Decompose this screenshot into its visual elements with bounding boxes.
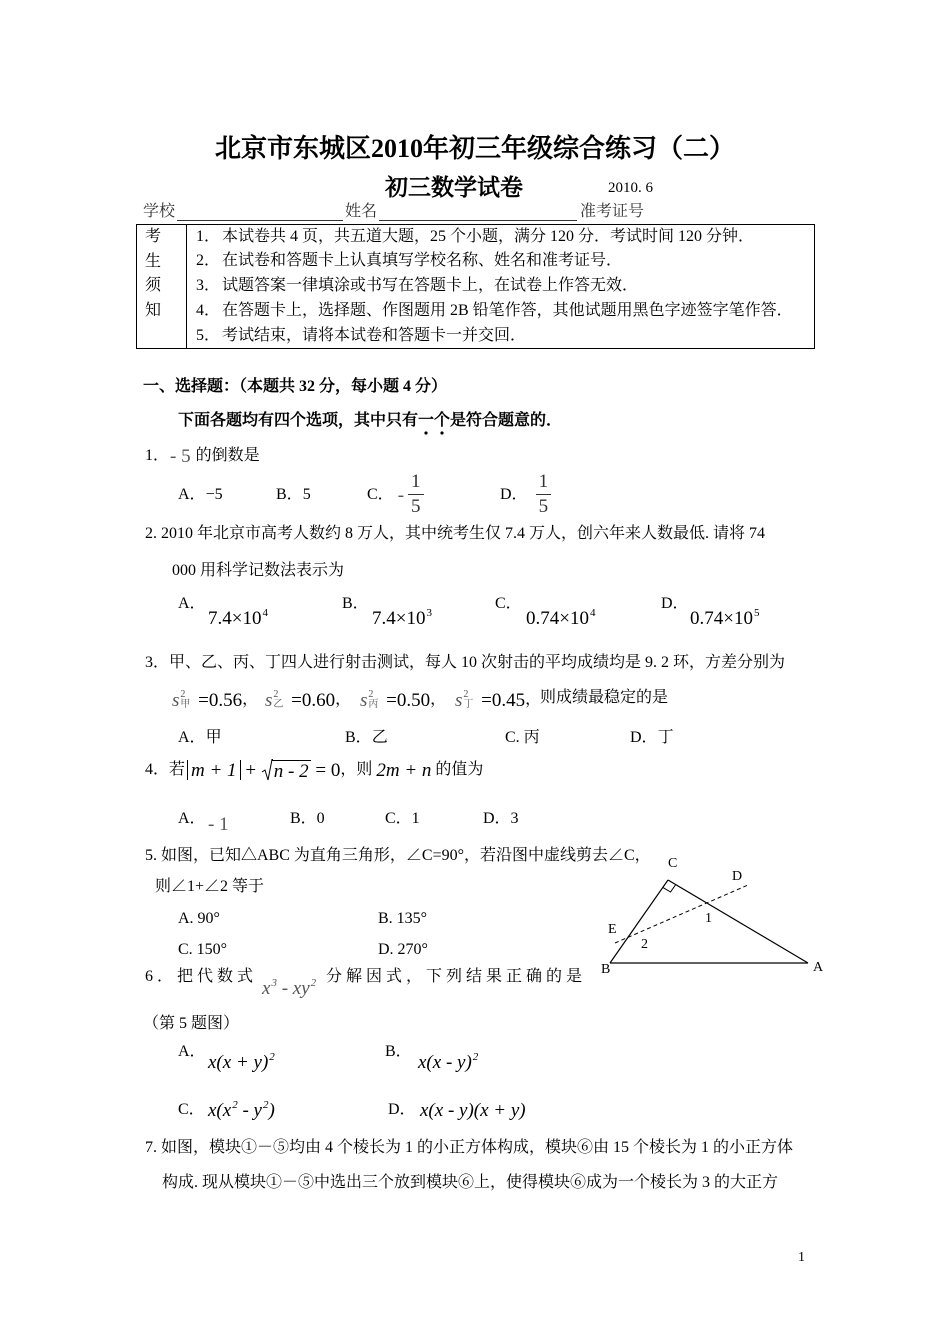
label-angle-2: 2 <box>641 937 648 952</box>
side-ca <box>668 880 808 963</box>
sup-sub-stack <box>180 690 190 710</box>
notice-item-text: 考试结束，请将本试卷和答题卡一并交回． <box>222 327 527 344</box>
math-base: x(x + y) <box>208 1052 269 1073</box>
q4-option-b: B．0 <box>290 810 325 827</box>
question-text: 的值为 <box>435 761 484 778</box>
question-1-stem <box>145 445 260 467</box>
q2-option-d-math <box>690 609 759 628</box>
variance-symbol: s <box>360 689 368 711</box>
q2-option-b-math <box>372 609 432 628</box>
math-base: ) <box>268 1100 275 1121</box>
question-2-line-1: 2. 2010 年北京市高考人数约 8 万人，其中统考生仅 7.4 万人，创六年来人数最低. 请将 74 <box>145 525 766 542</box>
q6-option-d-math: x(x - y)(x + y) <box>420 1100 526 1121</box>
equals-zero: = 0 <box>310 759 341 781</box>
notice-label-char: 生 <box>145 253 162 270</box>
math-exponent: 2 <box>269 1051 275 1063</box>
name-underline <box>379 220 577 221</box>
q1-option-d <box>500 471 551 517</box>
question-5-line-1: 5. 如图，已知△ABC 为直角三角形，∠C=90°，若沿图中虚线剪去∠C， <box>145 847 651 864</box>
label-b: B <box>601 962 611 977</box>
subscript: 丙 <box>368 699 379 710</box>
option-label: C． <box>495 595 522 612</box>
q6-option-a-math <box>208 1053 275 1072</box>
q6-expression <box>262 979 316 998</box>
q2-option-a-math <box>208 609 268 628</box>
math-exponent: 3 <box>271 977 277 989</box>
q4-option-c: C．1 <box>385 810 420 827</box>
fraction-numerator: 1 <box>536 472 552 495</box>
field-id-label: 准考证号 <box>580 203 645 220</box>
question-2-line-2: 000 用科学记数法表示为 <box>172 562 345 579</box>
question-6-stem-a: 6．把代数式 <box>145 968 258 985</box>
variance-symbol: s <box>265 689 273 711</box>
school-underline <box>177 220 343 221</box>
math-base: 7.4×10 <box>372 608 426 629</box>
option-value: 丁 <box>657 729 674 746</box>
variance-symbol: s <box>455 689 463 711</box>
question-7-line-1: 7. 如图，模块①－⑤均由 4 个棱长为 1 的小正方体构成，模块⑥由 15 个棱长为 1 的小正方体 <box>145 1139 794 1156</box>
math-exponent: 2 <box>232 1099 238 1111</box>
question-3-stem-end: 则成绩最稳定的是 <box>540 689 669 706</box>
question-5-line-2: 则∠1+∠2 等于 <box>155 878 265 895</box>
section-heading: 一、选择题：（本题共 32 分，每小题 4 分） <box>143 378 448 395</box>
math-exponent: 2 <box>310 977 317 989</box>
notice-label-char: 知 <box>145 302 162 319</box>
notice-item-number: 4． <box>196 302 221 319</box>
label-d: D <box>732 869 743 884</box>
label-c: C <box>668 856 678 871</box>
q5-option-c: C. 150° <box>178 941 228 958</box>
page-subtitle: 初三数学试卷 <box>385 175 523 200</box>
question-7-line-2: 构成. 现从模块①－⑤中选出三个放到模块⑥上，使得模块⑥成为一个棱长为 3 的大正方 <box>162 1174 779 1191</box>
math-base: 0.74×10 <box>526 608 589 629</box>
option-label: A． <box>178 810 206 827</box>
notice-item-text: 在答题卡上，选择题、作图题用 2B 铅笔作答，其他试题用黑色字迹签字笔作答． <box>222 302 793 319</box>
cut-dashed-line <box>615 885 748 943</box>
label-a: A <box>813 960 824 975</box>
variance-yi <box>265 688 351 712</box>
superscript: 2 <box>368 689 374 700</box>
superscript: 2 <box>273 689 279 700</box>
question-number: 4．若 <box>145 761 186 778</box>
math-base: x(x - y) <box>418 1052 472 1073</box>
subscript: 甲 <box>180 699 191 710</box>
option-label: D． <box>630 729 658 746</box>
option-label: B． <box>342 595 369 612</box>
subscript: 丁 <box>463 699 474 710</box>
superscript: 2 <box>180 689 186 700</box>
side-cb <box>610 880 668 963</box>
q4-option-d: D．3 <box>483 810 519 827</box>
notice-item-text: 本试卷共 4 页，共五道大题，25 个小题，满分 120 分．考试时间 120 分钟． <box>222 228 755 245</box>
math-exponent: 3 <box>426 607 432 619</box>
q5-option-b: B. 135° <box>378 910 428 927</box>
page-title: 北京市东城区2010年初三年级综合练习（二） <box>214 134 735 163</box>
notice-label-char: 考 <box>145 228 162 245</box>
variance-value: =0.50 <box>381 689 431 711</box>
option-label: B． <box>385 1043 412 1060</box>
option-label: D． <box>661 595 689 612</box>
figure-caption: （第 5 题图） <box>143 1015 240 1032</box>
separator: ， <box>335 691 352 708</box>
fraction-denominator: 5 <box>411 496 421 517</box>
instruction-emphasis: 一个 <box>418 412 450 435</box>
q3-option-c <box>505 730 540 746</box>
q4-option-a-value: - 1 <box>208 814 229 835</box>
separator: ， <box>242 691 259 708</box>
abs-inner: m + 1 <box>191 759 237 781</box>
notice-item-text: 试题答案一律填涂或书写在答题卡上，在试卷上作答无效． <box>222 277 639 294</box>
option-label: C． <box>367 486 394 503</box>
option-label: B． <box>345 729 372 746</box>
sqrt-radicand: n - 2 <box>273 760 309 782</box>
option-value: 乙 <box>371 729 388 746</box>
q5-option-d: D. 270° <box>378 941 428 958</box>
question-6-stem-b: 分解因式，下列结果正确的是 <box>326 968 587 985</box>
option-label: A． <box>178 1043 206 1060</box>
variance-value: =0.56 <box>193 689 243 711</box>
math-base: x(x <box>208 1100 232 1121</box>
option-label: C. <box>505 729 524 746</box>
variance-bing <box>360 688 446 712</box>
instruction-text: 下面各题均有四个选项，其中只有 <box>178 412 419 429</box>
math-base: 0.74×10 <box>690 608 753 629</box>
field-school-label: 学校 <box>143 203 176 220</box>
sup-sub-stack <box>368 690 378 710</box>
fraction <box>536 472 552 518</box>
separator: ， <box>525 691 542 708</box>
option-label: A． <box>178 729 206 746</box>
option-label: B． <box>276 486 303 503</box>
notice-label-char: 须 <box>145 277 162 294</box>
variance-symbol: s <box>172 689 180 711</box>
question-4-stem <box>145 757 483 783</box>
q1-option-c <box>367 471 424 517</box>
fraction-denominator: 5 <box>538 496 549 517</box>
option-value: −5 <box>205 486 223 503</box>
q3-option-d <box>630 730 674 746</box>
subscript: 乙 <box>273 699 284 710</box>
q6-option-b-math <box>418 1053 478 1072</box>
notice-item-number: 2． <box>196 252 221 269</box>
variance-jia <box>172 688 258 712</box>
option-label: D． <box>388 1101 416 1118</box>
section-instruction <box>178 413 562 429</box>
field-name-label: 姓名 <box>345 203 378 220</box>
q3-option-a <box>178 730 222 746</box>
math-exponent: 5 <box>753 607 760 619</box>
math-base: - xy <box>276 978 310 999</box>
math-base: 7.4×10 <box>208 608 262 629</box>
sup-sub-stack <box>463 690 473 710</box>
question-number: 1． <box>145 447 170 464</box>
exam-date: 2010. 6 <box>608 180 653 196</box>
question-text: ，则 <box>340 761 373 778</box>
fraction-numerator: 1 <box>408 472 424 495</box>
notice-item-number: 5． <box>196 327 221 344</box>
math-expression: 2m + n <box>376 759 432 781</box>
option-value: 甲 <box>205 729 222 746</box>
math-expression: - 5 <box>170 445 191 467</box>
absolute-value <box>187 760 241 780</box>
q2-option-c-math <box>526 609 595 628</box>
question-text: 的倒数是 <box>195 447 260 464</box>
sup-sub-stack <box>273 690 283 710</box>
fraction <box>408 472 424 518</box>
math-exponent: 2 <box>472 1051 479 1063</box>
question-3-line-1: 3．甲、乙、丙、丁四人进行射击测试，每人 10 次射击的平均成绩均是 9. 2 环，方差分别为 <box>145 654 786 671</box>
q3-option-b <box>345 730 388 746</box>
q6-option-c-math <box>208 1101 275 1120</box>
superscript: 2 <box>463 689 469 700</box>
option-label: D． <box>500 486 528 503</box>
label-angle-1: 1 <box>705 911 712 926</box>
option-value: 5 <box>302 486 311 503</box>
notice-item-number: 1． <box>196 228 221 245</box>
notice-table <box>136 224 815 349</box>
math-base: x <box>262 978 271 999</box>
notice-item-text: 在试卷和答题卡上认真填写学校名称、姓名和准考证号． <box>222 252 623 269</box>
instruction-text: 是符合题意的． <box>450 412 563 429</box>
label-e: E <box>608 922 617 937</box>
q1-option-b <box>276 475 311 515</box>
notice-column-divider <box>186 225 187 348</box>
option-label: A． <box>178 486 206 503</box>
variance-ding <box>455 688 541 712</box>
q1-option-a <box>178 475 223 515</box>
variance-value: =0.60 <box>286 689 336 711</box>
q5-option-a: A. 90° <box>178 910 220 927</box>
triangle-figure <box>595 850 835 980</box>
option-label: A． <box>178 595 206 612</box>
notice-item-number: 3． <box>196 277 221 294</box>
math-exponent: 4 <box>262 607 268 619</box>
math-exponent: 2 <box>262 1099 269 1111</box>
math-exponent: 4 <box>589 607 596 619</box>
math-base: - y <box>237 1100 262 1121</box>
option-label: C． <box>178 1101 205 1118</box>
plus-sign: + <box>240 759 261 781</box>
separator: ， <box>430 691 447 708</box>
variance-value: =0.45 <box>476 689 526 711</box>
minus-sign: - <box>397 484 405 506</box>
page-number: 1 <box>798 1250 805 1265</box>
option-value: 丙 <box>523 729 540 746</box>
